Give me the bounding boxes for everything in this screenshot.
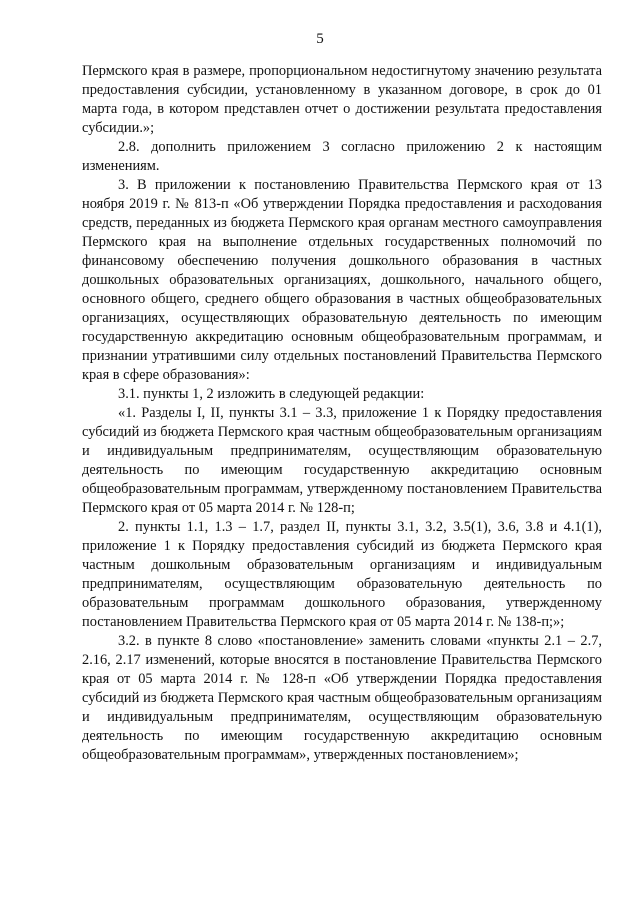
paragraph: 2. пункты 1.1, 1.3 – 1.7, раздел II, пункты 3.1, 3.2, 3.5(1), 3.6, 3.8 и 4.1(1), приложение 1 к Порядку предоставления субсидий из бюджета Пермского края частным дошкольным образовательным организациям и индивидуальным предпринимателям, осуществляющим образовательную деятельность по образовательным программам дошкольного образования, утвержденному постановлением Правительства Пермского края от 05 марта 2014 г. № 138-п;»;	[82, 519, 602, 630]
paragraph: 3.2. в пункте 8 слово «постановление» заменить словами «пункты 2.1 – 2.7, 2.16, 2.17 изменений, которые вносятся в постановление Правительства Пермского края от 05 марта 2014 г. № 128-п «Об утверждении Порядка предоставления субсидий из бюджета Пермского края частным общеобразовательным организациям и индивидуальным предпринимателям, осуществляющим образовательную деятельность по имеющим государственную аккредитацию основным общеобразовательным программам», утвержденных постановлением»;	[82, 633, 602, 763]
paragraph: 3.1. пункты 1, 2 изложить в следующей редакции:	[118, 386, 425, 402]
paragraph: 2.8. дополнить приложением 3 согласно приложению 2 к настоящим изменениям.	[82, 139, 602, 174]
paragraph: 3. В приложении к постановлению Правительства Пермского края от 13 ноября 2019 г. № 813-п «Об утверждении Порядка предоставления и расходования средств, переданных из бюджета Пермского края органам местного самоуправления Пермского края на выполнение отдельных государственных полномочий по финансовому обеспечению получения дошкольного образования в частных дошкольных образовательных организациях, дошкольного, начального общего, основного общего, среднего общего образования в частных общеобразовательных организациях, осуществляющих образовательную деятельность по имеющим государственную аккредитацию основным общеобразовательным программам, и признании утратившими силу отдельных постановлений Правительства Пермского края в сфере образования»:	[82, 177, 602, 383]
page-number: 5	[316, 31, 324, 47]
paragraph: «1. Разделы I, II, пункты 3.1 – 3.3, приложение 1 к Порядку предоставления субсидий из бюджета Пермского края частным общеобразовательным организациям и индивидуальным предпринимателям, осуществляющим образовательную деятельность по имеющим государственную аккредитацию основным общеобразовательным программам, утвержденному постановлением Правительства Пермского края от 05 марта 2014 г. № 128-п;	[82, 405, 602, 516]
document-body	[82, 62, 602, 765]
paragraph: Пермского края в размере, пропорциональном недостигнутому значению результата предоставления субсидии, установленному в указанном договоре, в срок до 01 марта года, в котором представлен отчет о достижении результата предоставления субсидии.»;	[82, 63, 602, 136]
